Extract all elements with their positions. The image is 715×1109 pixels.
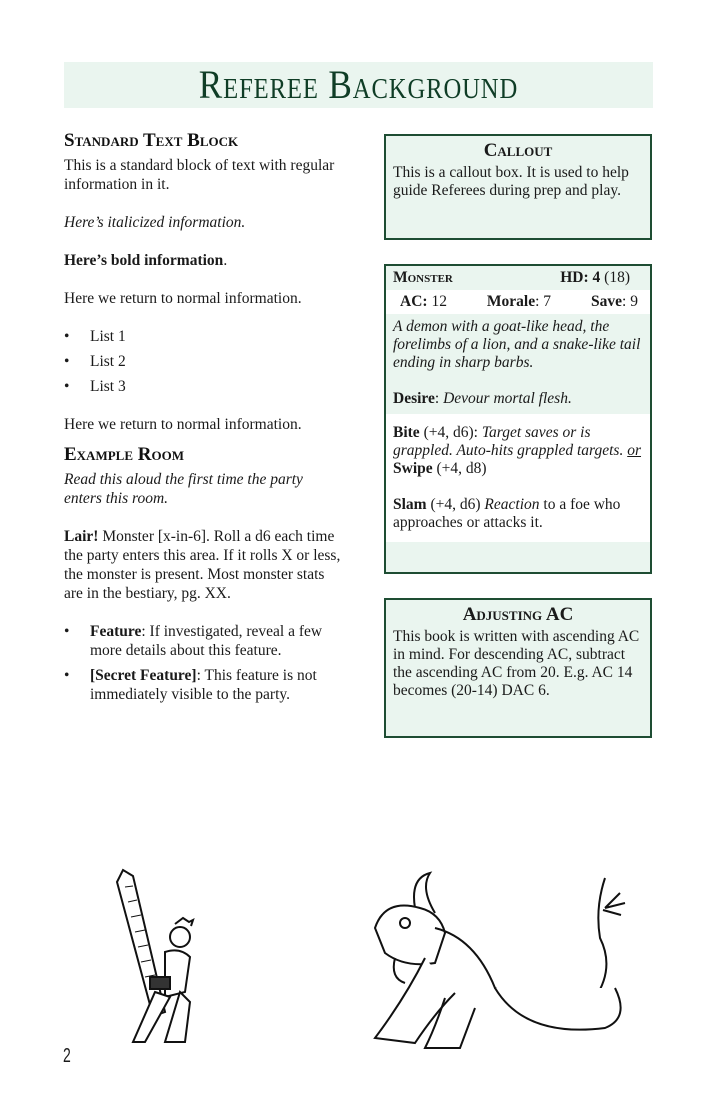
paragraph: Here we return to normal information. bbox=[64, 290, 302, 307]
lair-label: Lair! bbox=[64, 528, 99, 545]
monster-header bbox=[386, 266, 650, 290]
list-item: • List 1 bbox=[64, 327, 344, 346]
callout-title: Callout bbox=[483, 140, 553, 161]
slam-reaction: Reaction bbox=[484, 496, 540, 513]
left-column bbox=[64, 130, 344, 723]
monster-stats-row bbox=[386, 290, 650, 314]
italic-text: Read this aloud the first time the party enters this room. bbox=[64, 471, 303, 507]
demon-illustration bbox=[355, 868, 630, 1058]
monster-stat-block bbox=[384, 264, 652, 574]
monster-ac bbox=[400, 293, 447, 311]
desire-value: Devour mortal flesh. bbox=[443, 390, 572, 407]
feature-list bbox=[64, 622, 344, 704]
feature-label: [Secret Feature] bbox=[90, 667, 197, 684]
slam-stats: (+4, d6) bbox=[426, 496, 485, 513]
feature-text: : This feature is not immediately visible to the party. bbox=[90, 667, 317, 703]
bold-paragraph bbox=[64, 251, 344, 270]
monster-save bbox=[591, 293, 638, 311]
warrior-illustration bbox=[95, 862, 215, 1052]
slam-text: to a foe who approaches or attacks it. bbox=[393, 496, 621, 531]
monster-morale bbox=[487, 293, 551, 311]
swipe-stats: (+4, d8) bbox=[432, 460, 487, 477]
ac-value: 12 bbox=[431, 293, 447, 310]
section-heading-standard-text: Standard Text Block bbox=[64, 130, 239, 151]
or-text: or bbox=[627, 442, 642, 459]
read-aloud-text bbox=[64, 470, 344, 508]
list-item: • List 3 bbox=[64, 377, 344, 396]
callout-box bbox=[384, 134, 652, 240]
lair-text: Monster [x-in-6]. Roll a d6 each time the party enters this area. If it rolls X or less, the monster is present. Most monster stats are in the bestiary, pg. XX. bbox=[64, 528, 341, 602]
save-value: : 9 bbox=[622, 293, 638, 310]
hd-value: 4 bbox=[592, 269, 601, 286]
monster-attacks bbox=[386, 414, 650, 542]
monster-description bbox=[393, 318, 643, 372]
morale-label: Morale bbox=[486, 293, 536, 310]
paragraph: Here we return to normal information. bbox=[64, 416, 302, 433]
lair-paragraph bbox=[64, 527, 344, 603]
feature-label: Feature bbox=[90, 623, 142, 640]
bite-effect: Target saves or is grappled. Auto-hits grappled targets. bbox=[393, 424, 628, 459]
italic-text: Here’s italicized information. bbox=[64, 214, 246, 231]
callout-body: This is a callout box. It is used to help guide Referees during prep and play. bbox=[393, 164, 629, 199]
section-heading-example-room: Example Room bbox=[64, 444, 184, 465]
ac-label: AC: bbox=[400, 293, 428, 310]
list-item bbox=[64, 622, 344, 660]
monster-description-block bbox=[386, 314, 650, 414]
feature-text: : If investigated, reveal a few more details about this feature. bbox=[90, 623, 323, 659]
monster-desire: Desire: Devour mortal flesh. bbox=[393, 390, 572, 407]
morale-value: : 7 bbox=[535, 293, 552, 310]
page-number: 2 bbox=[63, 1045, 71, 1067]
desire-label: Desire bbox=[393, 390, 435, 407]
attack-bite bbox=[393, 424, 643, 478]
adjusting-ac-box bbox=[384, 598, 652, 738]
slam-label: Slam bbox=[393, 496, 427, 513]
punctuation: . bbox=[223, 252, 228, 269]
bullet-list bbox=[64, 327, 344, 396]
bite-label: Bite bbox=[393, 424, 420, 441]
title-banner bbox=[64, 62, 653, 108]
monster-hd bbox=[560, 269, 630, 287]
save-label: Save bbox=[591, 293, 623, 310]
hd-label: HD: bbox=[560, 269, 589, 286]
attack-slam bbox=[393, 496, 643, 532]
bite-stats: (+4, d6): bbox=[419, 424, 482, 441]
paragraph: This is a standard block of text with regular information in it. bbox=[64, 157, 335, 193]
description-text: A demon with a goat-like head, the forelimbs of a lion, and a snake-like tail ending in sharp barbs. bbox=[393, 318, 641, 371]
adjusting-ac-body: This book is written with ascending AC in mind. For descending AC, subtract the ascending AC from 20. E.g. AC 14 becomes (20-14) DAC 6. bbox=[393, 628, 640, 699]
adjusting-ac-title: Adjusting AC bbox=[462, 604, 574, 625]
list-item bbox=[64, 666, 344, 704]
swipe-label: Swipe bbox=[393, 460, 433, 477]
list-item: • List 2 bbox=[64, 352, 344, 371]
monster-name: Monster bbox=[393, 269, 453, 286]
page-title: Referee Background bbox=[198, 62, 519, 107]
bold-text: Here’s bold information bbox=[64, 252, 224, 269]
hp-value: (18) bbox=[604, 269, 630, 286]
italic-paragraph bbox=[64, 213, 344, 232]
